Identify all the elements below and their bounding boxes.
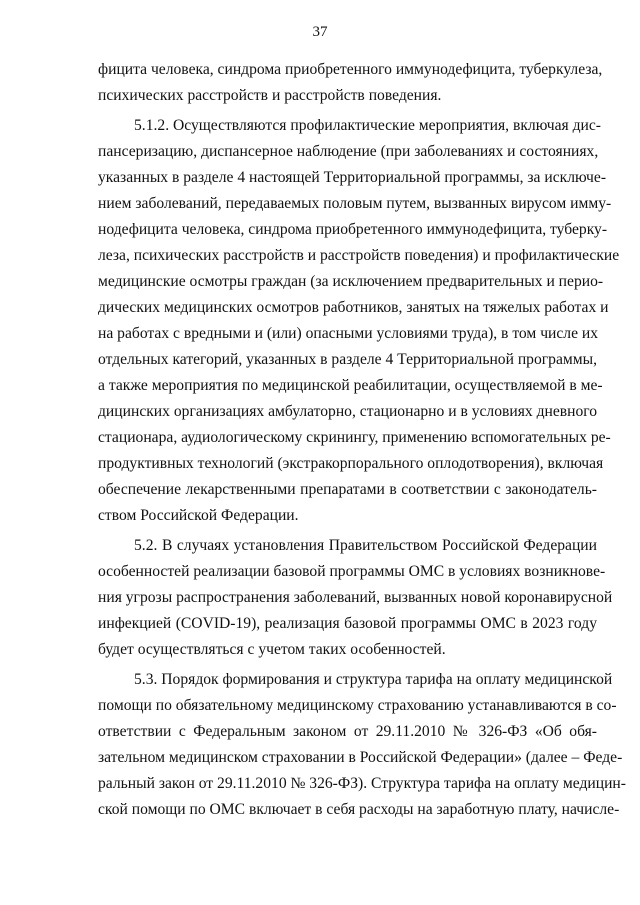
text-line: ральный закон от 29.11.2010 № 326-ФЗ). Структура тарифа на оплату медицин- (98, 775, 626, 792)
text-line: дицинских организациях амбулаторно, стационарно и в условиях дневного (98, 403, 598, 420)
text-line: обеспечение лекарственными препаратами в соответствии с законодатель- (98, 481, 597, 498)
text-line: зательном медицинском страховании в Российской Федерации» (далее – Феде- (98, 749, 623, 766)
text-line: леза, психических расстройств и расстройств поведения) и профилактические (98, 247, 620, 264)
body-text (98, 57, 626, 823)
page-number: 37 (312, 24, 328, 40)
text-line: 5.1.2. Осуществляются профилактические мероприятия, включая дис- (134, 117, 601, 134)
text-line: ния угрозы распространения заболеваний, вызванных новой коронавирусной (98, 589, 613, 606)
text-line: на работах с вредными и (или) опасными условиями труда), в том числе их (98, 325, 599, 342)
text-line: медицинские осмотры граждан (за исключением предварительных и перио- (98, 273, 604, 290)
text-line: указанных в разделе 4 настоящей Территориальной программы, за исключе- (98, 169, 607, 186)
text-line: помощи по обязательному медицинскому страхованию устанавливаются в со- (98, 697, 617, 714)
text-line: отдельных категорий, указанных в разделе 4 Территориальной программы, (98, 351, 597, 368)
text-line: дических медицинских осмотров работников, занятых на тяжелых работах и (98, 299, 609, 316)
text-line: особенностей реализации базовой программы ОМС в условиях возникнове- (98, 563, 606, 580)
text-line: будет осуществляться с учетом таких особенностей. (98, 641, 446, 658)
text-line: а также мероприятия по медицинской реабилитации, осуществляемой в ме- (98, 377, 603, 394)
text-line: ством Российской Федерации. (98, 507, 299, 524)
text-line: инфекцией (COVID-19), реализация базовой программы ОМС в 2023 году (98, 615, 597, 632)
text-line: 5.2. В случаях установления Правительством Российской Федерации (134, 537, 597, 554)
text-line: ответствии с Федеральным законом от 29.11.2010 № 326-ФЗ «Об обя- (98, 723, 597, 740)
text-line: ской помощи по ОМС включает в себя расходы на заработную плату, начисле- (98, 801, 620, 818)
text-line: продуктивных технологий (экстракорпорального оплодотворения), включая (98, 455, 604, 472)
text-line: фицита человека, синдрома приобретенного иммунодефицита, туберкулеза, (98, 61, 603, 78)
text-line: нием заболеваний, передаваемых половым путем, вызванных вирусом имму- (98, 195, 612, 212)
text-line: 5.3. Порядок формирования и структура тарифа на оплату медицинской (134, 671, 613, 688)
text-line: нодефицита человека, синдрома приобретенного иммунодефицита, туберку- (98, 221, 608, 238)
text-line: психических расстройств и расстройств поведения. (98, 87, 442, 104)
text-line: стационара, аудиологическому скринингу, применению вспомогательных ре- (98, 429, 611, 446)
text-line: пансеризацию, диспансерное наблюдение (при заболеваниях и состояниях, (98, 143, 599, 160)
